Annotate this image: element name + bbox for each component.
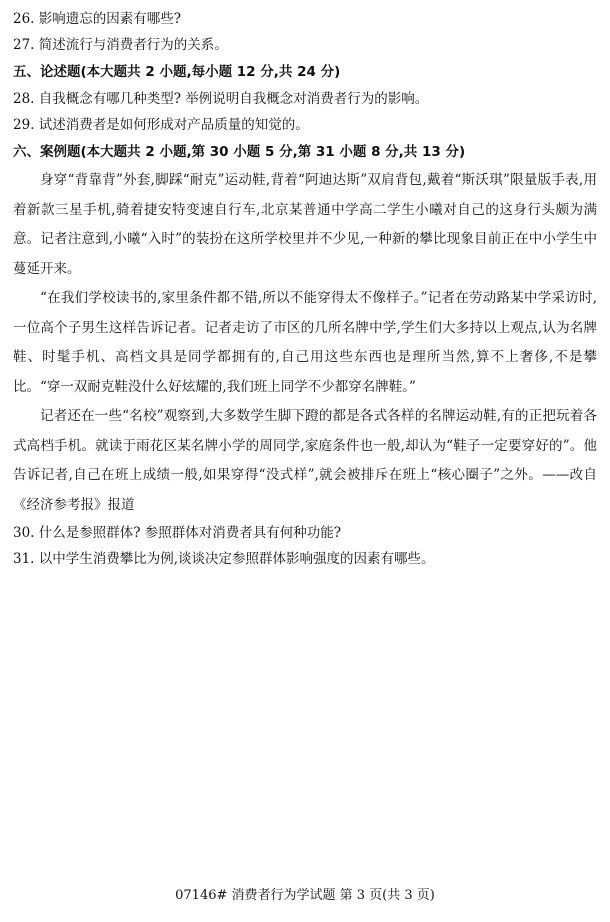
question-30: 30. 什么是参照群体? 参照群体对消费者具有何种功能? [13,525,342,541]
question-28: 28. 自我概念有哪几种类型? 举例说明自我概念对消费者行为的影响。 [13,91,429,107]
section-5-heading: 五、论述题(本大题共 2 小题,每小题 12 分,共 24 分) [13,64,341,80]
question-29: 29. 试述消费者是如何形成对产品质量的知觉的。 [13,117,309,133]
section-6-heading: 六、案例题(本大题共 2 小题,第 30 小题 5 分,第 31 小题 8 分,共 13 分) [13,144,466,160]
case-paragraph-1: 身穿“背靠背”外套,脚踩“耐克”运动鞋,背着“阿迪达斯”双肩背包,戴着“斯沃琪”限量版手表,用着新款三星手机,骑着捷安特变速自行车,北京某普通中学高二学生小曦对自己的这身行头颇为满意。记者注意到,小曦“入时”的装扮在这所学校里并不少见,一种新的攀比现象目前正在中小学生中蔓延开来。 [13,172,597,277]
page-footer: 07146# 消费者行为学试题 第 3 页(共 3 页) [175,888,435,903]
question-27: 27. 简述流行与消费者行为的关系。 [13,37,228,53]
question-26: 26. 影响遗忘的因素有哪些? [13,11,181,27]
case-paragraph-3: 记者还在一些“名校”观察到,大多数学生脚下蹬的都是各式各样的名牌运动鞋,有的正把玩着各式高档手机。就读于雨花区某名牌小学的周同学,家庭条件也一般,却认为“鞋子一定要穿好的”。他告诉记者,自己在班上成绩一般,如果穿得“没式样”,就会被排斥在班上“核心圈子”之外。——改自《经济参考报》报道 [13,408,597,513]
case-paragraph-2: “在我们学校读书的,家里条件都不错,所以不能穿得太不像样子。”记者在劳动路某中学采访时,一位高个子男生这样告诉记者。记者走访了市区的几所名牌中学,学生们大多持以上观点,认为名牌鞋、时髦手机、高档文具是同学都拥有的,自己用这些东西也是理所当然,算不上奢侈,不是攀比。“穿一双耐克鞋没什么好炫耀的,我们班上同学不少都穿名牌鞋。” [13,290,597,395]
question-31: 31. 以中学生消费攀比为例,谈谈决定参照群体影响强度的因素有哪些。 [13,551,435,567]
page-content [13,6,597,572]
case-study [13,166,597,520]
